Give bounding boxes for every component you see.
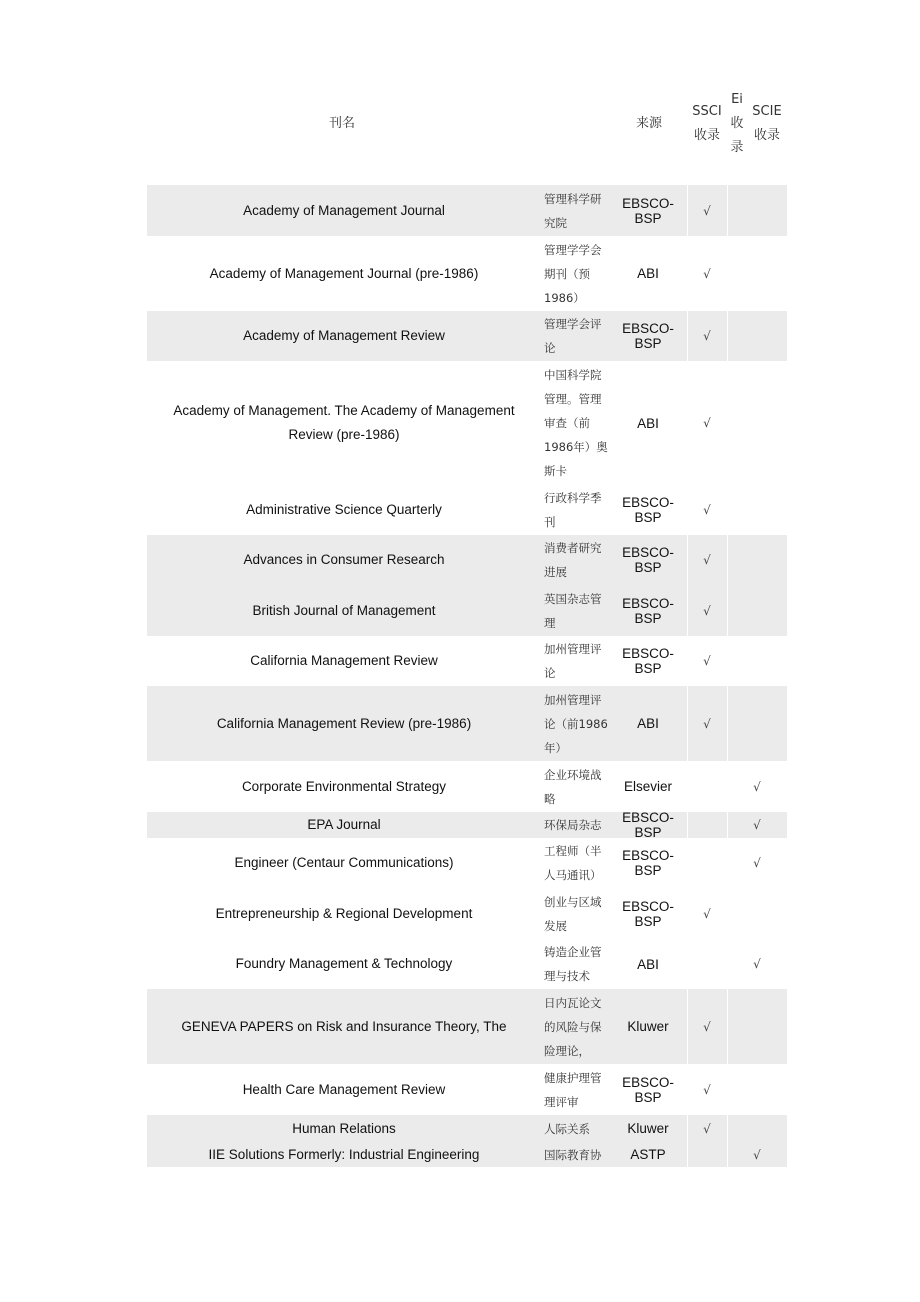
journal-name: Entrepreneurship & Regional Development bbox=[215, 905, 473, 921]
table-row bbox=[147, 311, 787, 361]
journal-cn-name: 国际教育协 bbox=[544, 1147, 602, 1162]
scie-check bbox=[727, 686, 787, 761]
table-row bbox=[147, 236, 787, 311]
scie-check bbox=[727, 185, 787, 236]
scie-check bbox=[727, 236, 787, 311]
journal-name: Human Relations bbox=[292, 1120, 396, 1136]
scie-check bbox=[727, 989, 787, 1064]
journal-source: Kluwer bbox=[627, 1019, 669, 1034]
journal-cn-name: 英国杂志管理 bbox=[544, 591, 602, 630]
journal-source: ABI bbox=[637, 956, 659, 972]
journal-source: EBSCO-BSP bbox=[622, 321, 674, 351]
scie-check bbox=[727, 1064, 787, 1115]
journal-cn-name: 管理科学研究院 bbox=[544, 191, 602, 230]
table-row bbox=[147, 636, 787, 686]
ssci-check: √ bbox=[703, 416, 711, 430]
journal-cn-name: 管理学会评论 bbox=[544, 317, 602, 355]
journal-name: British Journal of Management bbox=[252, 602, 436, 618]
table-row bbox=[147, 585, 787, 636]
journal-cn-name: 日内瓦论文的风险与保险理论， bbox=[544, 995, 602, 1058]
journal-name: GENEVA PAPERS on Risk and Insurance Theory, The bbox=[181, 1018, 507, 1034]
ssci-check: √ bbox=[703, 1082, 711, 1097]
journal-source: Kluwer bbox=[627, 1121, 669, 1136]
header-scie: SCIE 收录 bbox=[752, 104, 782, 143]
table-row bbox=[147, 989, 787, 1064]
ssci-check bbox=[687, 812, 727, 838]
ssci-check: √ bbox=[703, 553, 711, 567]
scie-check bbox=[727, 361, 787, 485]
ssci-check bbox=[687, 939, 727, 989]
journal-cn-name: 工程师（半人马通讯） bbox=[544, 844, 602, 882]
journal-name: Administrative Science Quarterly bbox=[246, 502, 442, 517]
table-row bbox=[147, 888, 787, 939]
journal-source: ASTP bbox=[630, 1147, 666, 1162]
ssci-check: √ bbox=[703, 329, 711, 343]
journal-name: Academy of Management Journal bbox=[243, 202, 445, 218]
journal-source: ABI bbox=[637, 716, 659, 731]
journal-cn-name: 人际关系 bbox=[544, 1121, 590, 1136]
ssci-check bbox=[687, 1142, 727, 1167]
header-source: 来源 bbox=[635, 116, 662, 131]
scie-check: √ bbox=[753, 957, 761, 971]
scie-check bbox=[727, 888, 787, 939]
table-row bbox=[147, 361, 787, 485]
journal-cn-name: 加州管理评论（前1986年） bbox=[544, 692, 608, 755]
table-row bbox=[147, 761, 787, 812]
scie-check: √ bbox=[753, 818, 761, 832]
scie-check bbox=[727, 485, 787, 535]
journal-source: EBSCO-BSP bbox=[622, 646, 674, 676]
journal-cn-name: 行政科学季刊 bbox=[544, 491, 602, 529]
journal-source: EBSCO-BSP bbox=[622, 195, 674, 226]
journal-name: Foundry Management & Technology bbox=[235, 956, 453, 971]
journal-name: Engineer (Centaur Communications) bbox=[234, 855, 454, 870]
table-row bbox=[147, 686, 787, 761]
journal-cn-name: 中国科学院管理。管理审查（前1986年）奥斯卡 bbox=[544, 368, 608, 478]
journal-cn-name: 创业与区域发展 bbox=[544, 894, 602, 933]
header-journal-name: 刊名 bbox=[328, 116, 355, 131]
journal-name: Academy of Management. The Academy of Management Review (pre-1986) bbox=[173, 403, 515, 442]
ssci-check: √ bbox=[703, 266, 711, 281]
ssci-check: √ bbox=[703, 1121, 711, 1136]
ssci-check: √ bbox=[703, 603, 711, 618]
ssci-check: √ bbox=[703, 203, 711, 218]
scie-check bbox=[727, 535, 787, 585]
ssci-check: √ bbox=[703, 654, 711, 668]
ssci-check: √ bbox=[703, 503, 711, 517]
table-row bbox=[147, 812, 787, 838]
scie-check bbox=[727, 636, 787, 686]
journal-table bbox=[147, 185, 787, 1167]
journal-name: Health Care Management Review bbox=[242, 1081, 446, 1097]
scie-check: √ bbox=[753, 1147, 761, 1162]
journal-source: ABI bbox=[637, 266, 659, 281]
table-row bbox=[147, 1115, 787, 1142]
journal-name: Academy of Management Journal (pre-1986) bbox=[209, 265, 479, 281]
table-row bbox=[147, 535, 787, 585]
table-row bbox=[147, 939, 787, 989]
journal-name: EPA Journal bbox=[307, 817, 381, 832]
journal-name: Advances in Consumer Research bbox=[243, 552, 445, 567]
header-ssci: SSCI 收录 bbox=[692, 104, 722, 143]
journal-name: California Management Review (pre-1986) bbox=[216, 715, 472, 731]
journal-source: EBSCO-BSP bbox=[622, 1074, 674, 1105]
table-row bbox=[147, 1064, 787, 1115]
journal-source: ABI bbox=[637, 415, 659, 431]
scie-check: √ bbox=[753, 856, 761, 870]
journal-cn-name: 健康护理管理评审 bbox=[544, 1070, 602, 1109]
scie-check bbox=[727, 311, 787, 361]
ssci-check: √ bbox=[703, 906, 711, 921]
ssci-check: √ bbox=[703, 716, 711, 731]
journal-source: EBSCO-BSP bbox=[622, 595, 674, 626]
ssci-check bbox=[687, 838, 727, 888]
journal-source: EBSCO-BSP bbox=[622, 545, 674, 575]
journal-cn-name: 加州管理评论 bbox=[544, 642, 602, 680]
table-row bbox=[147, 1142, 787, 1167]
ssci-check: √ bbox=[703, 1019, 711, 1034]
journal-source: EBSCO-BSP bbox=[622, 898, 674, 929]
scie-check bbox=[727, 1115, 787, 1142]
journal-cn-name: 环保局杂志 bbox=[544, 818, 602, 832]
journal-name: Corporate Environmental Strategy bbox=[241, 778, 447, 794]
journal-cn-name: 消费者研究进展 bbox=[544, 541, 602, 579]
scie-check bbox=[727, 585, 787, 636]
table-row bbox=[147, 485, 787, 535]
table-header bbox=[147, 88, 787, 160]
header-ei: Ei 收 录 bbox=[730, 92, 744, 155]
journal-name: IIE Solutions Formerly: Industrial Engineering bbox=[208, 1146, 480, 1162]
journal-cn-name: 企业环境战略 bbox=[544, 767, 602, 806]
journal-source: EBSCO-BSP bbox=[622, 810, 674, 840]
journal-name: Academy of Management Review bbox=[243, 328, 445, 343]
journal-source: Elsevier bbox=[623, 779, 672, 794]
journal-cn-name: 管理学学会期刊（预1986） bbox=[544, 242, 602, 305]
journal-name: California Management Review bbox=[250, 653, 438, 668]
ssci-check bbox=[687, 761, 727, 812]
scie-check: √ bbox=[753, 779, 761, 794]
journal-source: EBSCO-BSP bbox=[622, 848, 674, 878]
table-row bbox=[147, 185, 787, 236]
table-row bbox=[147, 838, 787, 888]
journal-source: EBSCO-BSP bbox=[622, 495, 674, 525]
journal-cn-name: 铸造企业管理与技术 bbox=[544, 945, 602, 983]
